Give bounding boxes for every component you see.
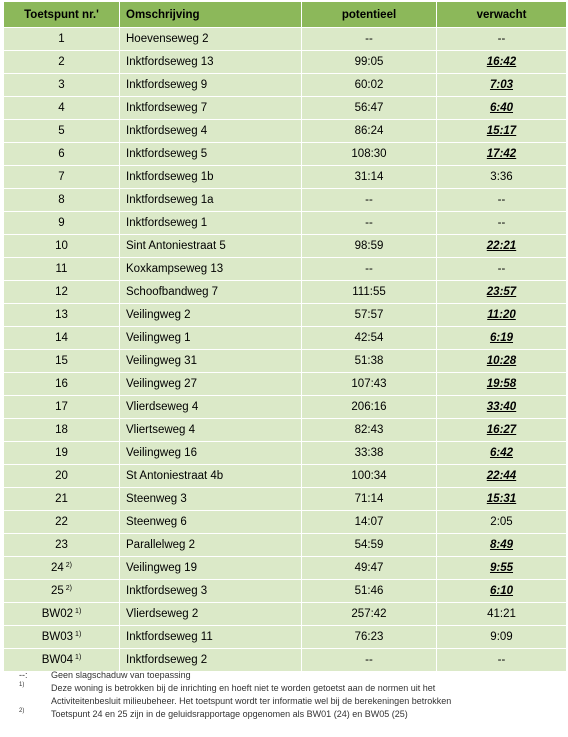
- toetspunt-number: 14: [55, 332, 68, 344]
- cell-verwacht: [437, 373, 567, 396]
- cell-toetspunt: [4, 373, 120, 396]
- toetspunt-number: 3: [58, 79, 65, 91]
- table-row: [4, 97, 567, 120]
- footnote-text: Activiteitenbesluit milieubeheer. Het toetspunt wordt ter informatie wel bij de berekeningen betrokken: [51, 696, 452, 706]
- table-row: [4, 603, 567, 626]
- cell-toetspunt: [4, 557, 120, 580]
- cell-potentieel: 31:14: [302, 166, 437, 189]
- cell-verwacht: [437, 281, 567, 304]
- cell-potentieel: 82:43: [302, 419, 437, 442]
- verwacht-value: --: [497, 33, 506, 45]
- toetspunt-number: 6: [58, 148, 65, 160]
- cell-toetspunt: [4, 327, 120, 350]
- cell-omschrijving: Inktfordseweg 2: [120, 649, 302, 672]
- cell-toetspunt: [4, 419, 120, 442]
- toetspunt-number: 24: [50, 562, 64, 574]
- footnote-line: [3, 669, 566, 682]
- cell-toetspunt: [4, 189, 120, 212]
- toetspunt-number: 8: [58, 194, 65, 206]
- table-row: [4, 74, 567, 97]
- footnote-symbol: 2): [19, 708, 25, 714]
- cell-toetspunt: [4, 97, 120, 120]
- cell-potentieel: 86:24: [302, 120, 437, 143]
- footnote-marker: 2): [65, 562, 73, 569]
- cell-omschrijving: Inktfordseweg 5: [120, 143, 302, 166]
- table-row: [4, 373, 567, 396]
- cell-omschrijving: Veilingweg 16: [120, 442, 302, 465]
- cell-potentieel: 42:54: [302, 327, 437, 350]
- footnote-marker: 1): [75, 608, 82, 615]
- toetspunt-number: 11: [55, 263, 68, 275]
- verwacht-value: 8:49: [489, 539, 514, 551]
- verwacht-value: --: [497, 217, 506, 229]
- header-verwacht: verwacht: [437, 2, 567, 28]
- table-row: [4, 304, 567, 327]
- toetspunt-number: BW04: [41, 654, 74, 666]
- cell-potentieel: 51:38: [302, 350, 437, 373]
- table-row: [4, 143, 567, 166]
- cell-potentieel: 206:16: [302, 396, 437, 419]
- cell-potentieel: 108:30: [302, 143, 437, 166]
- cell-omschrijving: St Antoniestraat 4b: [120, 465, 302, 488]
- cell-omschrijving: Inktfordseweg 13: [120, 51, 302, 74]
- cell-verwacht: [437, 396, 567, 419]
- cell-verwacht: [437, 534, 567, 557]
- cell-verwacht: [437, 626, 567, 649]
- verwacht-value: 22:44: [486, 470, 517, 482]
- verwacht-value: 3:36: [490, 171, 513, 183]
- cell-verwacht: [437, 488, 567, 511]
- footnote-symbol: --:: [19, 670, 28, 680]
- cell-toetspunt: [4, 143, 120, 166]
- verwacht-value: 16:42: [486, 56, 517, 68]
- footnote-marker: 1): [75, 631, 82, 638]
- cell-omschrijving: Veilingweg 2: [120, 304, 302, 327]
- cell-potentieel: 100:34: [302, 465, 437, 488]
- cell-verwacht: [437, 465, 567, 488]
- cell-omschrijving: Inktfordseweg 9: [120, 74, 302, 97]
- footnote-line: [3, 695, 566, 708]
- cell-omschrijving: Veilingweg 1: [120, 327, 302, 350]
- cell-omschrijving: Inktfordseweg 1a: [120, 189, 302, 212]
- toetspunt-number: 18: [55, 424, 68, 436]
- cell-potentieel: --: [302, 649, 437, 672]
- toetspunt-number: BW03: [41, 631, 74, 643]
- cell-verwacht: [437, 235, 567, 258]
- cell-toetspunt: [4, 28, 120, 51]
- table-row: [4, 419, 567, 442]
- toetspunt-number: 1: [58, 33, 65, 45]
- table-row: [4, 212, 567, 235]
- cell-toetspunt: [4, 465, 120, 488]
- table-row: [4, 51, 567, 74]
- toetspunt-number: BW02: [41, 608, 74, 620]
- header-omschrijving: Omschrijving: [120, 2, 302, 28]
- verwacht-value: 7:03: [489, 79, 514, 91]
- verwacht-value: 9:55: [489, 562, 514, 574]
- cell-potentieel: 57:57: [302, 304, 437, 327]
- cell-verwacht: [437, 97, 567, 120]
- cell-omschrijving: Veilingweg 27: [120, 373, 302, 396]
- cell-potentieel: 14:07: [302, 511, 437, 534]
- cell-verwacht: [437, 603, 567, 626]
- verwacht-value: 41:21: [487, 608, 516, 620]
- table-row: [4, 442, 567, 465]
- cell-omschrijving: Vliertseweg 4: [120, 419, 302, 442]
- cell-potentieel: 98:59: [302, 235, 437, 258]
- cell-toetspunt: [4, 212, 120, 235]
- cell-omschrijving: Vlierdseweg 4: [120, 396, 302, 419]
- cell-toetspunt: [4, 51, 120, 74]
- shadow-table: [3, 1, 567, 672]
- cell-verwacht: [437, 350, 567, 373]
- cell-omschrijving: Veilingweg 19: [120, 557, 302, 580]
- verwacht-value: 16:27: [486, 424, 517, 436]
- toetspunt-number: 17: [55, 401, 68, 413]
- footnotes: [3, 669, 566, 721]
- table-row: [4, 488, 567, 511]
- cell-verwacht: [437, 120, 567, 143]
- verwacht-value: 19:58: [486, 378, 517, 390]
- cell-verwacht: [437, 166, 567, 189]
- cell-verwacht: [437, 189, 567, 212]
- table-row: [4, 327, 567, 350]
- footnote-text: Toetspunt 24 en 25 zijn in de geluidsrapportage opgenomen als BW01 (24) en BW05 (25): [51, 709, 408, 719]
- footnote-line: [3, 708, 566, 721]
- cell-potentieel: --: [302, 258, 437, 281]
- verwacht-value: 15:17: [486, 125, 517, 137]
- table-row: [4, 350, 567, 373]
- table-row: [4, 235, 567, 258]
- cell-potentieel: 99:05: [302, 51, 437, 74]
- table-row: [4, 120, 567, 143]
- cell-potentieel: --: [302, 189, 437, 212]
- cell-verwacht: [437, 28, 567, 51]
- cell-potentieel: 257:42: [302, 603, 437, 626]
- cell-potentieel: 54:59: [302, 534, 437, 557]
- toetspunt-number: 4: [58, 102, 65, 114]
- table-row: [4, 258, 567, 281]
- table-row: [4, 281, 567, 304]
- verwacht-value: --: [497, 194, 506, 206]
- cell-omschrijving: Koxkampseweg 13: [120, 258, 302, 281]
- cell-toetspunt: [4, 488, 120, 511]
- cell-potentieel: 56:47: [302, 97, 437, 120]
- toetspunt-number: 7: [58, 171, 65, 183]
- cell-omschrijving: Steenweg 6: [120, 511, 302, 534]
- verwacht-value: 23:57: [486, 286, 517, 298]
- table-row: [4, 557, 567, 580]
- table-row: [4, 511, 567, 534]
- cell-toetspunt: [4, 396, 120, 419]
- cell-toetspunt: [4, 350, 120, 373]
- verwacht-value: 33:40: [486, 401, 517, 413]
- table-row: [4, 580, 567, 603]
- footnote-text: Geen slagschaduw van toepassing: [51, 670, 191, 680]
- toetspunt-number: 2: [58, 56, 65, 68]
- cell-verwacht: [437, 419, 567, 442]
- toetspunt-number: 13: [55, 309, 68, 321]
- footnote-marker: 2): [65, 585, 73, 592]
- footnote-marker: 1): [75, 654, 82, 661]
- cell-toetspunt: [4, 258, 120, 281]
- cell-omschrijving: Parallelweg 2: [120, 534, 302, 557]
- cell-potentieel: 60:02: [302, 74, 437, 97]
- verwacht-value: --: [497, 654, 506, 666]
- cell-omschrijving: Inktfordseweg 1b: [120, 166, 302, 189]
- table-header-row: [4, 2, 567, 28]
- table-row: [4, 189, 567, 212]
- table-row: [4, 465, 567, 488]
- cell-verwacht: [437, 143, 567, 166]
- cell-omschrijving: Veilingweg 31: [120, 350, 302, 373]
- cell-potentieel: 107:43: [302, 373, 437, 396]
- cell-toetspunt: [4, 304, 120, 327]
- toetspunt-number: 21: [55, 493, 68, 505]
- toetspunt-number: 23: [55, 539, 68, 551]
- cell-potentieel: 49:47: [302, 557, 437, 580]
- cell-toetspunt: [4, 442, 120, 465]
- cell-verwacht: [437, 212, 567, 235]
- toetspunt-number: 25: [50, 585, 64, 597]
- toetspunt-number: 12: [55, 286, 68, 298]
- cell-omschrijving: Inktfordseweg 11: [120, 626, 302, 649]
- verwacht-value: 6:19: [489, 332, 514, 344]
- toetspunt-number: 15: [55, 355, 68, 367]
- cell-potentieel: 51:46: [302, 580, 437, 603]
- verwacht-value: 6:42: [489, 447, 514, 459]
- cell-toetspunt: [4, 534, 120, 557]
- toetspunt-number: 16: [55, 378, 68, 390]
- cell-omschrijving: Inktfordseweg 7: [120, 97, 302, 120]
- table-row: [4, 534, 567, 557]
- cell-verwacht: [437, 304, 567, 327]
- cell-verwacht: [437, 74, 567, 97]
- table-row: [4, 626, 567, 649]
- cell-toetspunt: [4, 603, 120, 626]
- verwacht-value: 9:09: [490, 631, 513, 643]
- cell-toetspunt: [4, 580, 120, 603]
- toetspunt-number: 20: [55, 470, 68, 482]
- cell-toetspunt: [4, 74, 120, 97]
- footnote-symbol: 1): [19, 682, 25, 688]
- table-row: [4, 166, 567, 189]
- cell-toetspunt: [4, 120, 120, 143]
- cell-verwacht: [437, 51, 567, 74]
- table-row: [4, 396, 567, 419]
- cell-verwacht: [437, 327, 567, 350]
- cell-omschrijving: Vlierdseweg 2: [120, 603, 302, 626]
- cell-toetspunt: [4, 235, 120, 258]
- cell-omschrijving: Inktfordseweg 3: [120, 580, 302, 603]
- cell-toetspunt: [4, 281, 120, 304]
- cell-potentieel: 76:23: [302, 626, 437, 649]
- table-row: [4, 28, 567, 51]
- verwacht-value: 17:42: [486, 148, 517, 160]
- cell-toetspunt: [4, 626, 120, 649]
- verwacht-value: 10:28: [486, 355, 517, 367]
- verwacht-value: 11:20: [487, 309, 516, 321]
- toetspunt-number: 10: [55, 240, 68, 252]
- toetspunt-number: 22: [55, 516, 68, 528]
- header-toetspunt: Toetspunt nr.': [4, 2, 120, 28]
- cell-verwacht: [437, 442, 567, 465]
- cell-potentieel: --: [302, 28, 437, 51]
- cell-omschrijving: Inktfordseweg 1: [120, 212, 302, 235]
- verwacht-value: 6:10: [489, 585, 514, 597]
- cell-omschrijving: Sint Antoniestraat 5: [120, 235, 302, 258]
- cell-potentieel: 111:55: [302, 281, 437, 304]
- verwacht-value: 22:21: [486, 240, 517, 252]
- cell-verwacht: [437, 258, 567, 281]
- cell-potentieel: --: [302, 212, 437, 235]
- cell-omschrijving: Schoofbandweg 7: [120, 281, 302, 304]
- toetspunt-number: 9: [58, 217, 65, 229]
- footnote-line: [3, 682, 566, 695]
- cell-omschrijving: Inktfordseweg 4: [120, 120, 302, 143]
- toetspunt-number: 19: [55, 447, 68, 459]
- cell-toetspunt: [4, 166, 120, 189]
- cell-omschrijving: Hoevenseweg 2: [120, 28, 302, 51]
- toetspunt-number: 5: [58, 125, 65, 137]
- header-potentieel: potentieel: [302, 2, 437, 28]
- cell-verwacht: [437, 557, 567, 580]
- cell-omschrijving: Steenweg 3: [120, 488, 302, 511]
- verwacht-value: 2:05: [490, 516, 513, 528]
- footnote-text: Deze woning is betrokken bij de inrichting en hoeft niet te worden getoetst aan de normen uit het: [51, 683, 436, 693]
- cell-potentieel: 71:14: [302, 488, 437, 511]
- cell-potentieel: 33:38: [302, 442, 437, 465]
- cell-toetspunt: [4, 511, 120, 534]
- verwacht-value: --: [497, 263, 506, 275]
- verwacht-value: 15:31: [486, 493, 517, 505]
- cell-verwacht: [437, 511, 567, 534]
- verwacht-value: 6:40: [489, 102, 514, 114]
- cell-verwacht: [437, 580, 567, 603]
